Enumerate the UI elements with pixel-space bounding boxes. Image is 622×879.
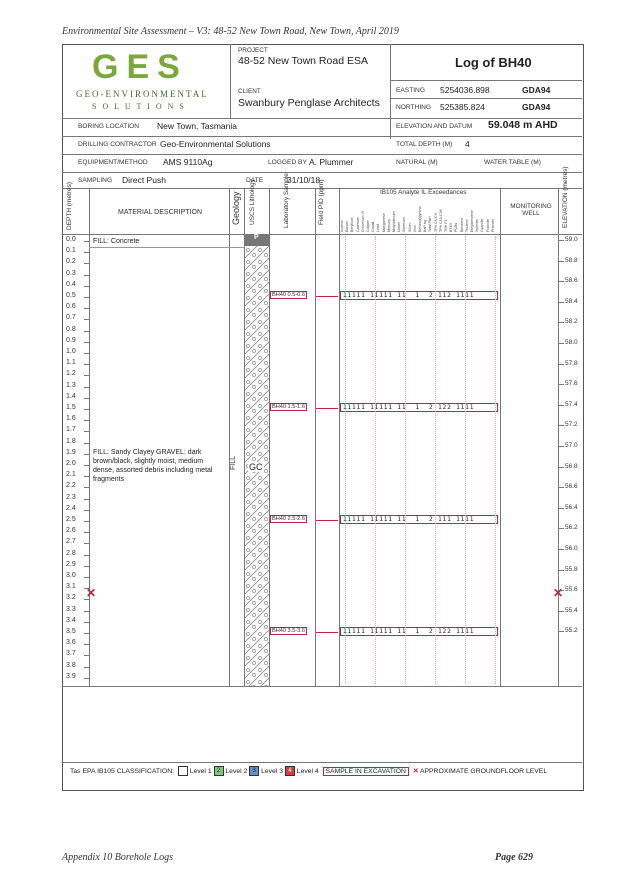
analyte-label: TRH F1 (444, 219, 448, 232)
depth-tick (84, 241, 89, 242)
elevation-tick-label: 56.0 (565, 545, 578, 552)
elevation-tick-label: 57.2 (565, 421, 578, 429)
natural-label: NATURAL (M) (396, 159, 438, 166)
exceedance-row (340, 627, 498, 636)
elevation-tick-label: 58.0 (565, 339, 578, 346)
depth-tick (84, 275, 89, 276)
legend-level3-box: 3 (249, 766, 259, 776)
depth-tick (84, 409, 89, 410)
depth-tick (84, 252, 89, 253)
uscs-main-code: GC (249, 462, 263, 472)
depth-tick (84, 319, 89, 320)
elevation-tick-label: 56.2 (565, 524, 578, 532)
depth-tick-label: 1.8 (66, 437, 76, 445)
depth-tick-label: 2.6 (66, 527, 76, 535)
depth-tick-label: 2.5 (66, 516, 76, 523)
depth-tick (84, 577, 89, 578)
depth-tick (84, 521, 89, 522)
analyte-header (340, 196, 500, 234)
client-label: CLIENT (238, 88, 261, 95)
legend-sample-excavation: SAMPLE IN EXCAVATION (323, 767, 409, 776)
col-monitoring: MONITORING WELL (510, 203, 552, 217)
sample-connector (316, 520, 338, 521)
depth-tick (84, 678, 89, 679)
project-label: PROJECT (238, 47, 268, 54)
analyte-label: Selenium (402, 217, 407, 232)
analyte-label: Toluene (464, 219, 469, 232)
elevation-tick-label: 58.6 (565, 277, 578, 285)
depth-tick-label: 1.4 (66, 392, 76, 400)
analyte-label: Beryllium (350, 217, 355, 232)
analyte-label: Ethylbenzene (470, 210, 474, 232)
depth-tick (84, 398, 89, 399)
depth-tick (84, 465, 89, 466)
exceedance-values: 11111 11111 11 1 2 122 1111 (340, 403, 498, 412)
depth-tick-label: 3.7 (66, 650, 76, 658)
log-title: Log of BH40 (455, 55, 532, 70)
sampling-value: Direct Push (122, 175, 166, 185)
analyte-label: Nickel (397, 222, 402, 232)
exceedance-guide (375, 236, 376, 684)
client-value: Swanbury Penglase Architects (238, 97, 380, 109)
sample-connector (316, 408, 338, 409)
water-table-label: WATER TABLE (M) (484, 159, 541, 166)
exceedance-guide (495, 236, 496, 684)
depth-tick (84, 611, 89, 612)
analyte-label: Molybdenum (392, 211, 396, 232)
elevation-tick (558, 322, 564, 323)
logo-block (62, 44, 230, 118)
logo-line1: GEO-ENVIRONMENTAL (76, 89, 209, 99)
logo-mark: GES (92, 48, 188, 86)
depth-tick (84, 499, 89, 500)
elevation-tick (558, 240, 564, 241)
northing-label: NORTHING (396, 104, 432, 111)
legend-title: Tas EPA IB105 CLASSIFICATION: (70, 767, 175, 775)
legend-level3: Level 3 (261, 767, 284, 775)
northing-datum: GDA94 (522, 102, 551, 112)
depth-tick-label: 1.7 (66, 426, 76, 434)
legend (70, 766, 547, 776)
elevation-tick (558, 302, 564, 303)
col-lab: Laboratory Sample (283, 173, 290, 228)
material-concrete: FILL: Concrete (93, 238, 140, 245)
analyte-label: TPH C10-C36 (438, 209, 443, 232)
legend-level1-box (178, 766, 188, 776)
depth-tick-label: 0.4 (66, 280, 76, 288)
exceedance-row (340, 515, 498, 524)
depth-tick-label: 3.3 (66, 605, 76, 613)
boring-location-label: BORING LOCATION (78, 123, 140, 130)
analyte-label: Fluoride (485, 219, 490, 232)
depth-tick (84, 454, 89, 455)
depth-tick-label: 3.5 (66, 628, 76, 635)
depth-tick-label: 0.9 (66, 336, 76, 344)
exceedance-row (340, 291, 498, 300)
logged-by-label: LOGGED BY (268, 159, 307, 166)
analyte-label: Phenols (490, 219, 495, 232)
col-pid: Field PID (ppm) (318, 179, 325, 225)
depth-tick-label: 3.2 (66, 594, 76, 602)
depth-tick-label: 0.3 (66, 269, 76, 277)
depth-tick-label: 3.1 (66, 583, 76, 591)
elevation-tick-label: 57.8 (565, 359, 578, 367)
uscs-lithology-column (245, 234, 269, 686)
depth-tick-label: 1.9 (66, 448, 76, 456)
material-gravel: FILL: Sandy Clayey GRAVEL: dark brown/black, slightly moist, medium dense, assorted debris including metal fragments (93, 449, 213, 483)
col-material: MATERIAL DESCRIPTION (118, 209, 203, 216)
analyte-label: Copper (366, 220, 370, 232)
analyte-label: Lead (376, 224, 381, 232)
depth-tick (84, 297, 89, 298)
col-depth: DEPTH (metres) (66, 181, 73, 230)
geology-unit: FILL (230, 455, 237, 470)
elevation-tick-label: 57.4 (565, 400, 578, 408)
sample-connector (316, 632, 338, 633)
logged-by-value: A. Plummer (309, 157, 354, 167)
date-value: 31/10/18 (287, 175, 321, 185)
elevation-tick-label: 59.0 (565, 236, 578, 243)
elevation-tick (558, 570, 564, 571)
depth-tick-label: 1.5 (66, 404, 76, 411)
depth-tick-label: 1.3 (66, 381, 76, 389)
sample-id: BH40 1.5-1.6 (272, 404, 305, 410)
elevation-tick-label: 55.8 (565, 565, 578, 573)
document-header: Environmental Site Assessment – V3: 48-52 New Town Road, New Town, April 2019 (62, 26, 399, 37)
elevation-tick (558, 425, 564, 426)
depth-tick-label: 3.8 (66, 661, 76, 669)
depth-tick (84, 353, 89, 354)
elevation-tick-label: 58.2 (565, 318, 578, 326)
depth-tick (84, 487, 89, 488)
analyte-label: Total PAH (428, 216, 433, 232)
page-number: Page 629 (495, 852, 534, 863)
depth-tick (84, 655, 89, 656)
analyte-label: Xylenes (475, 219, 480, 232)
exceedance-guide (465, 236, 466, 684)
elevation-tick-label: 55.6 (565, 586, 578, 594)
elevation-tick (558, 611, 564, 612)
col-ib105: IB105 Analyte IL Exceedances (380, 189, 467, 196)
depth-tick (84, 543, 89, 544)
depth-tick (84, 431, 89, 432)
elevation-tick-label: 57.6 (565, 380, 578, 388)
depth-tick (84, 286, 89, 287)
depth-tick (84, 476, 89, 477)
analyte-label: Chromium VI (360, 211, 365, 232)
depth-tick-label: 1.2 (66, 370, 76, 378)
easting-label: EASTING (396, 87, 425, 94)
legend-cross-icon: ✕ (412, 767, 419, 775)
groundfloor-marker-left: ✕ (86, 586, 97, 600)
exceedance-row (340, 403, 498, 412)
col-elevation: ELEVATION (metres) (562, 166, 569, 228)
elevation-tick-label: 55.2 (565, 627, 578, 635)
sample-id: BH40 2.5-2.6 (272, 516, 305, 522)
elevation-tick (558, 343, 564, 344)
equipment-value: AMS 9110Ag (163, 157, 213, 167)
analyte-label: Benzo(a)pyrene (418, 206, 422, 232)
depth-tick (84, 308, 89, 309)
exceedance-values: 11111 11111 11 1 2 112 1111 (340, 291, 498, 300)
legend-level4-box: 4 (285, 766, 295, 776)
elevation-tick-label: 57.0 (565, 442, 578, 449)
depth-tick (84, 667, 89, 668)
sample-connector (316, 296, 338, 297)
depth-tick (84, 443, 89, 444)
logo-line2: S O L U T I O N S (92, 102, 186, 111)
elevation-tick-label: 56.6 (565, 483, 578, 491)
exceedance-values: 11111 11111 11 1 2 111 1111 (340, 515, 498, 524)
boring-location-value: New Town, Tasmania (157, 121, 238, 131)
depth-tick-label: 0.5 (66, 292, 76, 299)
total-depth-value: 4 (465, 139, 470, 149)
legend-level1: Level 1 (189, 767, 212, 775)
depth-tick-label: 0.8 (66, 325, 76, 333)
legend-level4: Level 4 (296, 767, 319, 775)
uscs-top-code: P (254, 234, 259, 241)
equipment-label: EQUIPMENT/METHOD (78, 159, 148, 166)
elevation-tick (558, 528, 564, 529)
elevation-label: ELEVATION AND DATUM (396, 123, 473, 130)
depth-tick-label: 0.1 (66, 247, 76, 255)
depth-tick-label: 2.4 (66, 504, 76, 512)
legend-level2-box: 2 (214, 766, 224, 776)
depth-tick-label: 0.2 (66, 258, 76, 266)
analyte-label: Cobalt (371, 221, 376, 232)
depth-tick-label: 2.7 (66, 538, 76, 546)
depth-tick (84, 263, 89, 264)
document-footer-left: Appendix 10 Borehole Logs (62, 852, 174, 863)
groundfloor-marker-right: ✕ (553, 586, 564, 600)
analyte-label: Arsenic (340, 220, 344, 232)
easting-value: 5254036.898 (440, 85, 490, 95)
exceedance-guide (435, 236, 436, 684)
depth-tick (84, 633, 89, 634)
depth-tick-label: 3.4 (66, 616, 76, 624)
depth-tick-label: 2.3 (66, 493, 76, 501)
elevation-tick (558, 364, 564, 365)
elevation-value: 59.048 m AHD (488, 119, 558, 131)
total-depth-label: TOTAL DEPTH (M) (396, 141, 453, 148)
analyte-label: PCBs (454, 222, 459, 232)
elevation-tick (558, 467, 564, 468)
analyte-label: Cadmium (355, 216, 360, 232)
analyte-label: Cyanide (480, 218, 485, 232)
depth-tick-label: 2.0 (66, 460, 76, 467)
depth-tick-label: 0.7 (66, 314, 76, 322)
depth-tick-label: 1.0 (66, 348, 76, 355)
exceedance-guide (405, 236, 406, 684)
exceedance-guide (345, 236, 346, 684)
analyte-label: Barium (345, 220, 350, 232)
col-geology: Geology (231, 191, 241, 225)
elevation-tick-label: 58.8 (565, 256, 578, 264)
depth-tick-label: 2.1 (66, 471, 76, 479)
exceedance-values: 11111 11111 11 1 2 122 1111 (340, 627, 498, 636)
elevation-tick (558, 405, 564, 406)
depth-tick (84, 364, 89, 365)
elevation-tick (558, 261, 564, 262)
elevation-tick (558, 281, 564, 282)
analyte-label: Zinc (412, 225, 417, 232)
sampling-label: SAMPLING (78, 177, 113, 184)
legend-groundfloor: APPROXIMATE GROUNDFLOOR LEVEL (419, 767, 548, 775)
elevation-tick-label: 55.4 (565, 606, 578, 614)
col-uscs: USCS Lithology (249, 179, 256, 225)
analyte-label: BTEX (449, 222, 454, 232)
elevation-tick-label: 58.4 (565, 297, 578, 305)
analyte-label: TPH C6-C9 (433, 213, 438, 232)
depth-tick-label: 3.9 (66, 672, 76, 680)
elevation-tick (558, 384, 564, 385)
depth-tick (84, 375, 89, 376)
depth-tick-label: 2.8 (66, 549, 76, 557)
depth-tick (84, 622, 89, 623)
elevation-tick (558, 487, 564, 488)
drilling-contractor-label: DRILLING CONTRACTOR (78, 141, 157, 148)
analyte-label: Manganese (381, 213, 386, 232)
depth-tick-label: 0.6 (66, 303, 76, 311)
elevation-tick (558, 549, 564, 550)
elevation-tick-label: 56.4 (565, 503, 578, 511)
analyte-label: BaP eq (423, 220, 428, 232)
elevation-tick (558, 446, 564, 447)
depth-tick-label: 3.6 (66, 639, 76, 647)
depth-tick (84, 331, 89, 332)
project-value: 48-52 New Town Road ESA (238, 55, 368, 67)
elevation-tick-label: 56.8 (565, 462, 578, 470)
depth-tick (84, 420, 89, 421)
analyte-label: Silver (407, 223, 412, 232)
legend-level2: Level 2 (225, 767, 248, 775)
depth-tick (84, 566, 89, 567)
depth-tick (84, 510, 89, 511)
depth-tick-label: 3.0 (66, 572, 76, 579)
depth-tick-label: 2.9 (66, 560, 76, 568)
elevation-tick (558, 631, 564, 632)
depth-tick (84, 555, 89, 556)
analyte-label: Benzene (459, 217, 464, 232)
depth-tick-label: 2.2 (66, 482, 76, 490)
depth-tick (84, 644, 89, 645)
date-label: DATE (246, 177, 264, 184)
depth-tick (84, 342, 89, 343)
sample-id: BH40 0.5-0.6 (272, 292, 305, 298)
easting-datum: GDA94 (522, 85, 551, 95)
depth-tick (84, 532, 89, 533)
sample-id: BH40 3.5-3.6 (272, 628, 305, 634)
drilling-contractor-value: Geo-Environmental Solutions (160, 139, 271, 149)
northing-value: 525385.824 (440, 102, 485, 112)
depth-tick-label: 1.1 (66, 359, 76, 367)
depth-tick (84, 387, 89, 388)
depth-tick-label: 0.0 (66, 236, 76, 243)
analyte-label: Mercury (386, 219, 391, 232)
depth-tick-label: 1.6 (66, 415, 76, 423)
elevation-tick (558, 508, 564, 509)
